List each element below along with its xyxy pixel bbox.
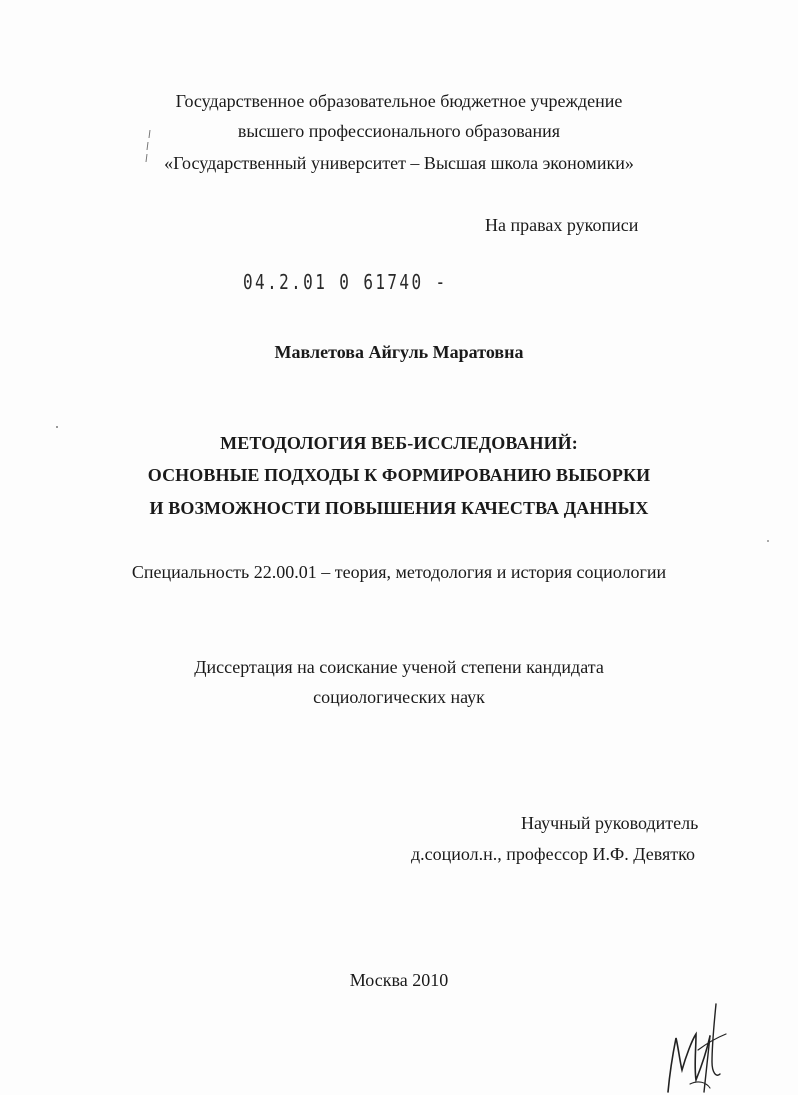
supervisor-name: д.социол.н., профессор И.Ф. Девятко: [411, 844, 695, 864]
title-line-2: ОСНОВНЫЕ ПОДХОДЫ К ФОРМИРОВАНИЮ ВЫБОРКИ: [147, 465, 651, 485]
institution-line-1: Государственное образовательное бюджетное учреждение: [175, 91, 623, 111]
manuscript-rights-note: На правах рукописи: [485, 215, 639, 235]
supervisor-label: Научный руководитель: [521, 813, 699, 833]
author-name: Мавлетова Айгуль Маратовна: [274, 342, 524, 362]
registry-stamp: 04.2.01 0 61740 -: [243, 270, 448, 294]
title-line-3: И ВОЗМОЖНОСТИ ПОВЫШЕНИЯ КАЧЕСТВА ДАННЫХ: [149, 498, 649, 518]
city-year: Москва 2010: [349, 970, 449, 990]
specialty-line: Специальность 22.00.01 – теория, методология и история социологии: [131, 562, 667, 582]
scan-dot: [767, 540, 769, 542]
dissertation-line-1: Диссертация на соискание ученой степени кандидата: [194, 657, 604, 677]
institution-line-2: высшего профессионального образования: [237, 121, 561, 141]
title-line-1: МЕТОДОЛОГИЯ ВЕБ-ИССЛЕДОВАНИЙ:: [220, 433, 578, 453]
scan-dot: [56, 426, 58, 428]
signature-mark: [660, 1000, 730, 1095]
dissertation-line-2: социологических наук: [313, 687, 485, 707]
institution-line-3: «Государственный университет – Высшая школа экономики»: [164, 153, 634, 173]
